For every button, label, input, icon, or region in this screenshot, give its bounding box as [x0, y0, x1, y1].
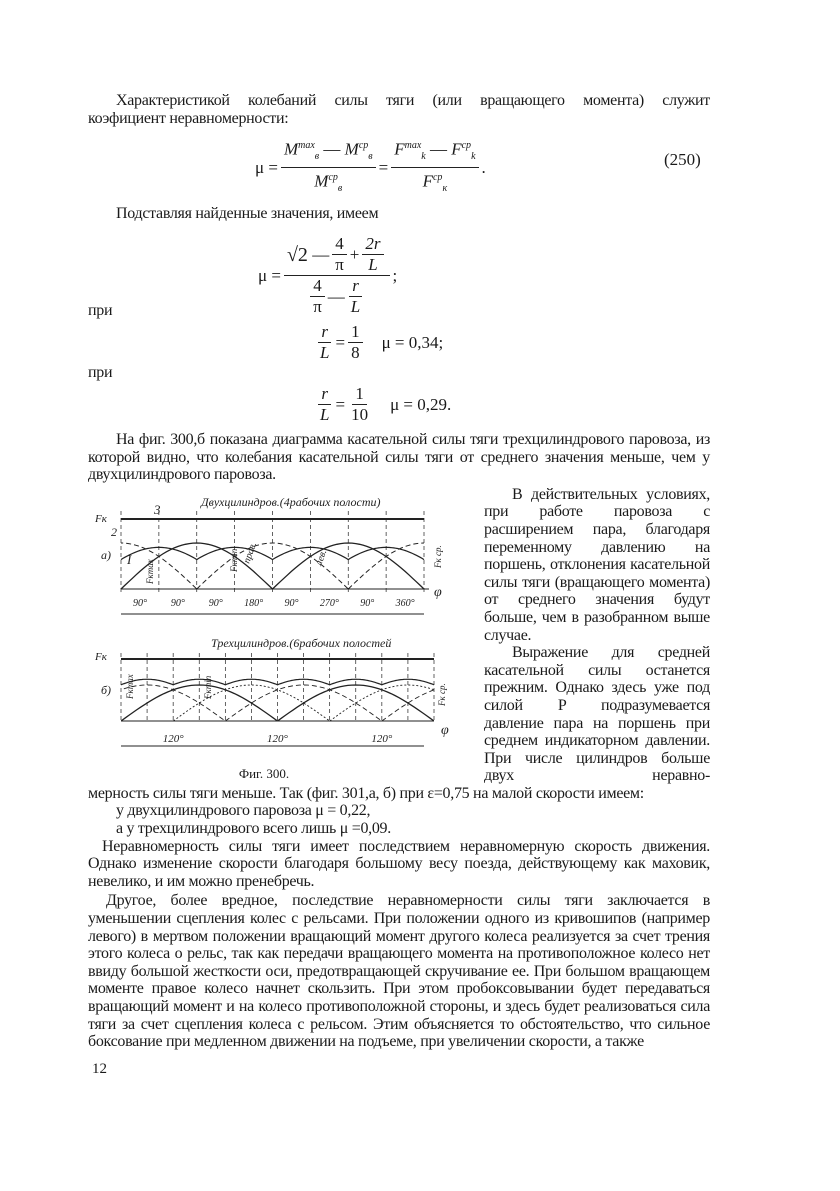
label-b: б) — [101, 682, 112, 697]
paragraph-fig300b: На фиг. 300,б показана диаграмма касательной силы тяги трехцилиндрового паровоза, из которой видно, что колебания касательной силы тяги от среднего значения меньше, чем у двухцилиндрового паровоза. — [88, 431, 710, 484]
paragraph-real-conditions: В действительных условиях, при работе паровоза с расширением пара, благодаря переменному давлению на поршень, отклонения касательной силы тяги (вращающего момента) от среднего значения будут больше, чем в разобранном выше случае. — [484, 485, 710, 644]
tick-label-a: 90° — [284, 597, 299, 609]
paragraph-unevenness: мерность силы тяги меньше. Так (фиг. 301,а, б) при ε=0,75 на малой скорости имеем: — [88, 784, 644, 802]
tick-label-a: 180° — [244, 597, 264, 609]
tick-label-b: 120° — [371, 732, 393, 745]
equation-mu: μ = √2 — $\frac{4}{\pi}$ + $\frac{2r}{L}$ $\frac{4}{\pi}$ — $\frac{r}{L}$ ; — [258, 234, 398, 316]
paragraph-adhesion: Другое, более вредное, последствие неравномерности силы тяги заключается в уменьшении сцепления колес с рельсами. При положении одного из кривошипов (например левого) в мертвом положении вращающий момент другого колеса реализуется за счет трения этого колеса о рельс, так как передачи вращающего момента на противоположное колесо нет ввиду большой жесткости оси, предотвращающей скручивание ее. При большом вращающем моменте правое колесо начнет скользить. При этом пробоксовывании будет передаваться вращающий момент и на колесо противоположной стороны, и здесь будет реализоваться сила тяги за счет сцепления колеса с рельсом. Этим объясняется то обстоятельство, что сильное боксование при медленном движении на подъеме, при увеличении скорости, а также — [88, 892, 710, 1051]
figure-title-b: Трехцилиндров.(6рабочих полостей — [211, 635, 392, 650]
result-list — [88, 802, 710, 837]
fraction-moment: $\frac{M^{max}_в — M^{cp}_в}{M^{cp}_в}$ — [281, 136, 376, 199]
case-1-equation: $\frac{r}{L}$ = $\frac{1}{8}$ μ = 0,34; — [320, 322, 444, 362]
tick-label-b: 120° — [162, 732, 184, 745]
label-left: лев. — [313, 548, 330, 567]
curve-cylinder-b — [330, 685, 470, 721]
figure-column — [88, 484, 470, 782]
label-phi-b: φ — [441, 722, 449, 738]
case-2-equation: $\frac{r}{L}$ = $\frac{1}{10}$ μ = 0,29. — [320, 384, 452, 424]
label-a: a) — [101, 547, 111, 562]
tick-label-a: 90° — [132, 597, 147, 609]
label-3: 3 — [154, 501, 161, 517]
figure-title-a: Двухцилиндров.(4рабочих полости) — [201, 494, 381, 509]
paragraph-substituting: Подставляя найденные значения, имеем — [116, 205, 379, 222]
label-phi-a: φ — [434, 584, 442, 600]
tick-label-b: 120° — [267, 732, 288, 745]
paragraph-mean-force: Выражение для средней касательной силы останется прежним. Однако здесь уже под силой P подразумевается давление пара на поршень при среднем индикаторном давлении. При числе цилиндров больше двух неравно- — [484, 644, 710, 785]
tick-label-a: 90° — [170, 597, 185, 609]
list-item: а у трехцилиндрового всего лишь μ =0,09. — [116, 820, 391, 838]
page-number: 12 — [92, 1060, 107, 1077]
tick-label-a: 270° — [319, 597, 339, 609]
equation-250: μ = $\frac{M^{max}_в — M^{cp}_в}{M^{cp}_в}$ = $\frac{F^{max}_k — F^{cp}_k}{F^{cp}_к}$ . — [255, 136, 486, 199]
label-fk-a: Fк — [95, 512, 107, 525]
eq-mu: μ = — [255, 157, 278, 177]
intro-line-2: коэфициент неравномерности: — [88, 109, 289, 127]
label-fkmin-b: Fкmin — [203, 675, 213, 699]
label-fkcp-a: Fк ср. — [433, 545, 443, 568]
label-fk-b: Fк — [95, 650, 107, 663]
label-right: прав. — [241, 540, 260, 565]
figure-row — [88, 484, 710, 785]
intro-line-1: Характеристикой колебаний силы тяги (или вращающего момента) служит — [116, 92, 710, 109]
list-item: у двухцилиндрового паровоза μ = 0,22, — [116, 802, 371, 820]
tick-label-a: 90° — [208, 597, 223, 609]
figure-300 — [88, 484, 470, 764]
label-fkmin-a: Fкmin — [229, 548, 239, 572]
label-1: I — [127, 551, 132, 567]
label-fkcp-b: Fк ср. — [437, 683, 447, 706]
figure-caption: Фиг. 300. — [238, 765, 290, 781]
case-2-label: при — [88, 364, 113, 381]
tick-label-a: 90° — [360, 597, 375, 609]
fraction-force: $\frac{F^{max}_k — F^{cp}_k}{F^{cp}_к}$ — [391, 136, 478, 199]
label-fkmax-a: Fкmax — [145, 559, 155, 584]
case-1-label: при — [88, 302, 113, 319]
paragraph-speed: Неравномерность силы тяги имеет последствием неравномерную скорость движения. Однако изменение скорости благодаря большому весу поезда, действующему как маховик, невелико, и им можно пренебречь. — [88, 837, 710, 890]
lower-text-flow — [88, 431, 710, 1078]
paragraph-intro — [88, 92, 710, 127]
tick-label-a: 360° — [395, 597, 415, 609]
label-2: 2 — [111, 524, 117, 539]
right-column — [484, 484, 710, 785]
label-fkmax-b: Fкmax — [125, 674, 135, 699]
equation-number: (250) — [664, 150, 701, 169]
curve-left-cylinder — [348, 543, 470, 589]
